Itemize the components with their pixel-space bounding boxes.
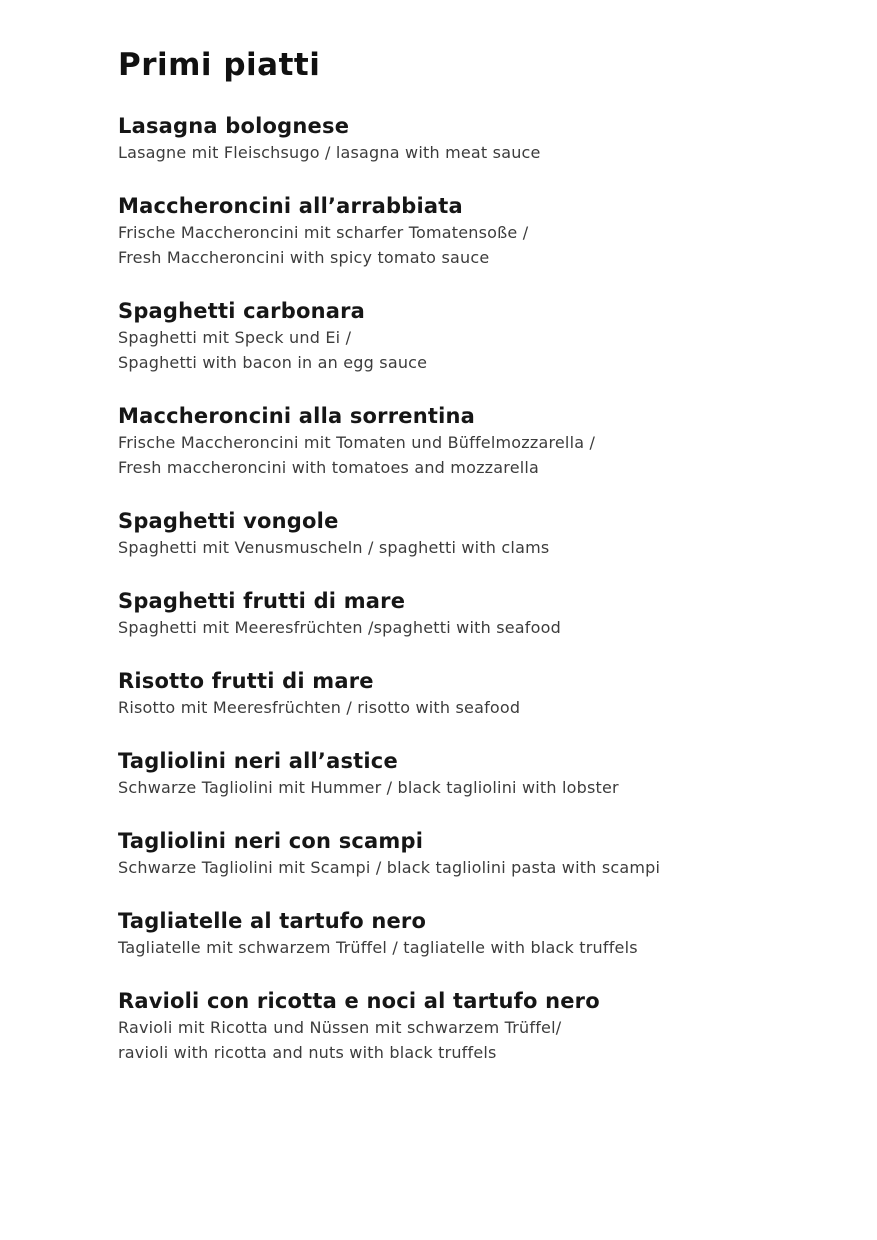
dish-name: Tagliolini neri all’astice — [118, 749, 398, 773]
menu-item — [118, 112, 817, 165]
dish-description-line: Frische Maccheroncini mit scharfer Tomatensoße / — [118, 223, 529, 242]
dish-name: Maccheroncini alla sorrentina — [118, 404, 476, 428]
menu-item — [118, 667, 817, 720]
menu-item — [118, 192, 817, 270]
dish-description-line: Spaghetti mit Speck und Ei / — [118, 328, 352, 347]
dish-description-line: Lasagne mit Fleischsugo / lasagna with meat sauce — [118, 143, 541, 162]
dish-name: Risotto frutti di mare — [118, 669, 374, 693]
dish-description-line: Spaghetti mit Meeresfrüchten /spaghetti with seafood — [118, 618, 561, 637]
dish-description-line: Spaghetti with bacon in an egg sauce — [118, 353, 428, 372]
dish-description-line: Fresh maccheroncini with tomatoes and mozzarella — [118, 458, 540, 477]
dish-description-line: Tagliatelle mit schwarzem Trüffel / tagliatelle with black truffels — [118, 938, 638, 957]
dish-name: Spaghetti vongole — [118, 509, 339, 533]
dish-name: Spaghetti carbonara — [118, 299, 366, 323]
page-title: Primi piatti — [118, 47, 321, 83]
menu-item — [118, 987, 817, 1065]
dish-description-line: Ravioli mit Ricotta und Nüssen mit schwarzem Trüffel/ — [118, 1018, 562, 1037]
menu-item — [118, 747, 817, 800]
dish-description-line: Spaghetti mit Venusmuscheln / spaghetti with clams — [118, 538, 550, 557]
dish-name: Tagliolini neri con scampi — [118, 829, 424, 853]
menu-item — [118, 507, 817, 560]
dish-name: Maccheroncini all’arrabbiata — [118, 194, 463, 218]
dish-name: Lasagna bolognese — [118, 114, 350, 138]
dish-description-line: Risotto mit Meeresfrüchten / risotto with seafood — [118, 698, 521, 717]
dish-description-line: Schwarze Tagliolini mit Hummer / black tagliolini with lobster — [118, 778, 619, 797]
menu-item — [118, 402, 817, 480]
dish-description-line: ravioli with ricotta and nuts with black truffels — [118, 1043, 497, 1062]
dish-description-line: Frische Maccheroncini mit Tomaten und Büffelmozzarella / — [118, 433, 596, 452]
menu-item — [118, 827, 817, 880]
menu-item — [118, 297, 817, 375]
dish-description-line: Schwarze Tagliolini mit Scampi / black tagliolini pasta with scampi — [118, 858, 661, 877]
menu-item — [118, 587, 817, 640]
dish-name: Spaghetti frutti di mare — [118, 589, 406, 613]
dish-description-line: Fresh Maccheroncini with spicy tomato sauce — [118, 248, 490, 267]
menu-list — [118, 112, 817, 1065]
dish-name: Ravioli con ricotta e noci al tartufo nero — [118, 989, 600, 1013]
menu-item — [118, 907, 817, 960]
dish-name: Tagliatelle al tartufo nero — [118, 909, 427, 933]
